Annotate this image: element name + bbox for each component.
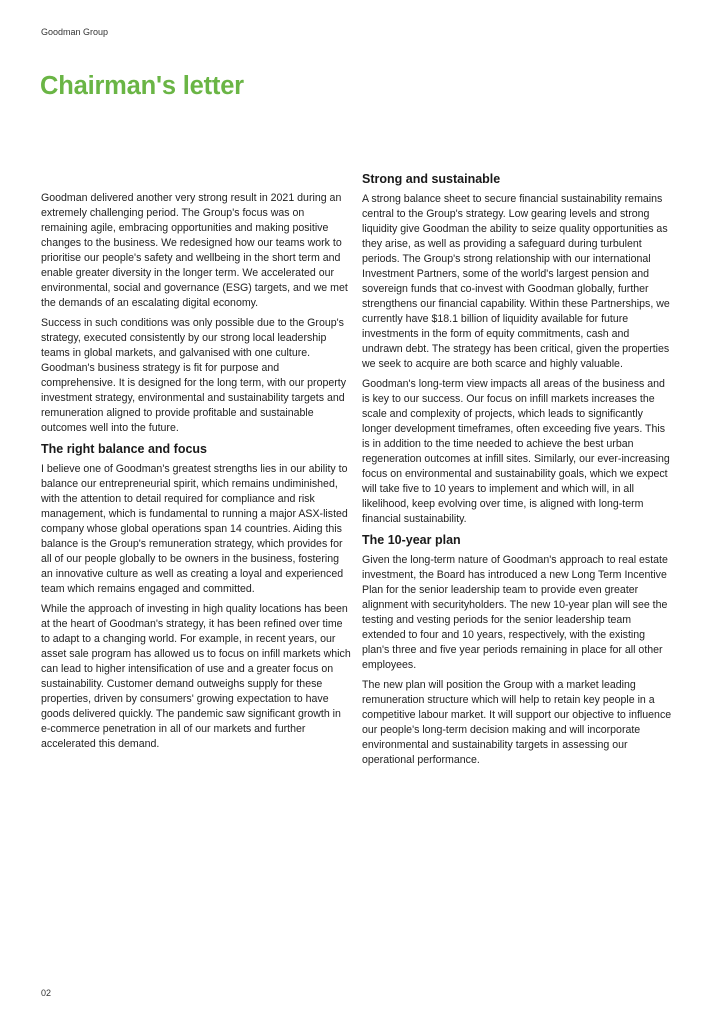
left-column bbox=[41, 191, 351, 757]
heading-strong-sustainable: Strong and sustainable bbox=[362, 172, 501, 186]
page-number: 02 bbox=[41, 988, 52, 998]
paragraph-balance: I believe one of Goodman's greatest strengths lies in our ability to balance our entrepreneurial spirit, which remains undiminished, with the attention to detail required for compliance and risk management, which is fundamental to running a major ASX-listed company whose global operations span 14 countries. Aiding this balance is the Group's remuneration strategy, which provides for all of our people globally to be owners in the business, fostering an innovative culture as well as creating a loyal and experienced team which remains engaged and committed. bbox=[41, 463, 348, 595]
paragraph-new-plan: The new plan will position the Group with a market leading remuneration structure which will help to retain key people in a competitive labour market. It will support our objective to influence our people's long-term decision making and will incorporate environmental and sustainability targets in assessing our operational performance. bbox=[362, 679, 672, 766]
page-title: Chairman's letter bbox=[40, 72, 244, 100]
paragraph-investing: While the approach of investing in high quality locations has been at the heart of Goodman's strategy, it has been refined over time to adapt to a changing world. For example, in recent years, our asset sale program has allowed us to focus on infill markets which can lead to higher intensification of use and a greater focus on sustainability. Customer demand outweighs supply for these properties, driven by consumers' growing expectation to have goods delivered quickly. The pandemic saw significant growth in e-commerce penetration in all of our markets and further accelerated this demand. bbox=[41, 603, 351, 750]
heading-10-year-plan: The 10-year plan bbox=[362, 533, 461, 547]
paragraph-incentive-plan: Given the long-term nature of Goodman's approach to real estate investment, the Board has introduced a new Long Term Incentive Plan for the senior leadership team to provide even greater alignment with securityholders. The new 10-year plan will see the testing and vesting periods for the senior leadership team extended to four and 10 years, respectively, with the existing plan's three and five year periods remaining in place for all other employees. bbox=[362, 554, 668, 671]
heading-right-balance: The right balance and focus bbox=[41, 442, 207, 456]
paragraph-long-term-view: Goodman's long-term view impacts all areas of the business and is key to our success. Our focus on infill markets increases the scale and complexity of projects, which leads to significantly longer development timeframes, often exceeding five years. This is in addition to the time needed to achieve the best urban regeneration outcomes at infill sites. Similarly, our ever-increasing focus on environmental and sustainability goals, which we expect will take five to 10 years to implement and which will, in all likelihood, keep evolving over time, is aligned with long-term financial sustainability. bbox=[362, 378, 670, 525]
paragraph-strategy: Success in such conditions was only possible due to the Group's strategy, executed consistently by our strong local leadership teams in global markets, and galvanised with one culture. Goodman's business strategy is fit for purpose and comprehensive. It is designed for the long term, with our property investment strategy, environmental and sustainability targets and remuneration aligned to provide profitable and sustainable outcomes well into the future. bbox=[41, 317, 347, 434]
right-column bbox=[362, 169, 672, 773]
brand-name: Goodman Group bbox=[41, 27, 109, 37]
paragraph-balance-sheet: A strong balance sheet to secure financial sustainability remains central to the Group's strategy. Low gearing levels and strong liquidity give Goodman the ability to seize quality opportunities as they arise, as well as providing a safeguard during turbulent periods. The Group's strong relationship with our international Investment Partners, some of the world's largest pension and sovereign funds that co-invest with Goodman globally, further strengthens our financial capability. Within these Partnerships, we currently have $18.1 billion of liquidity available for future investments in the form of equity commitments, cash and undrawn debt. The strategy has been critical, given the properties we seek to acquire are both scarce and highly valuable. bbox=[362, 193, 670, 370]
paragraph-intro: Goodman delivered another very strong result in 2021 during an extremely challenging period. The Group's focus was on remaining agile, embracing opportunities and making positive changes to the business. We redesigned how our teams work to prioritise our people's safety and wellbeing in the short term and enable greater diversity in the longer term. We accelerated our environmental, social and governance (ESG) targets, and we met the demands of an escalating digital economy. bbox=[41, 192, 348, 309]
